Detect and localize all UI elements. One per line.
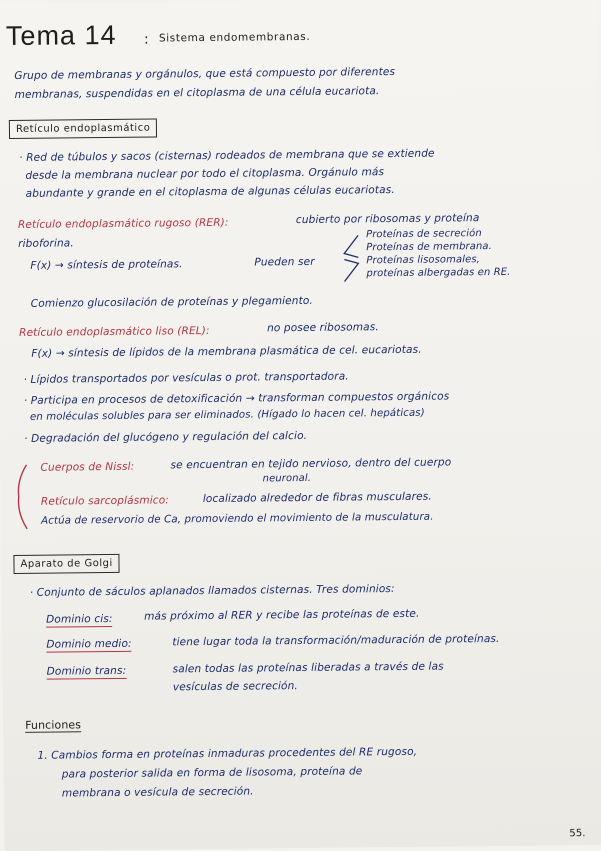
rer-text-2: riboforina. bbox=[18, 237, 74, 250]
title-separator: : bbox=[143, 31, 150, 48]
sarco-text-2: Actúa de reservorio de Ca, promoviendo el movimiento de la musculatura. bbox=[40, 510, 434, 527]
domain-trans-text-2: vesículas de secreción. bbox=[172, 680, 298, 694]
funcion-line-1: 1. Cambios forma en proteínas inmaduras procedentes del RE rugoso, bbox=[37, 745, 418, 762]
domain-medio-text: tiene lugar toda la transformación/maduración de proteínas. bbox=[172, 632, 500, 649]
rel-item-2: · Participa en procesos de detoxificación → transforman compuestos orgánicos bbox=[23, 390, 450, 407]
pueden-ser-label: Pueden ser bbox=[254, 255, 315, 269]
rel-item-3: en moléculas solubles para ser eliminados. (Hígado lo hacen cel. hepáticas) bbox=[29, 407, 425, 423]
rel-item-4: · Degradación del glucógeno y regulación del calcio. bbox=[24, 429, 308, 445]
re-desc-line-1: · Red de túbulos y sacos (cisternas) rodeados de membrana que se extiende bbox=[19, 147, 435, 164]
nissl-label: Cuerpos de Nissl: bbox=[40, 460, 135, 474]
intro-line-1: Grupo de membranas y orgánulos, que está compuesto por diferentes bbox=[14, 65, 396, 82]
domain-trans-label: Dominio trans: bbox=[46, 664, 127, 678]
re-desc-line-3: abundante y grande en el citoplasma de algunas células eucariotas. bbox=[25, 183, 395, 200]
page-number: 55. bbox=[569, 828, 586, 840]
rer-function: F(x) → síntesis de proteínas. bbox=[30, 258, 183, 272]
rel-function: F(x) → síntesis de lípidos de la membrana plasmática de cel. eucariotas. bbox=[31, 343, 422, 360]
protein-type-3: Proteínas lisosomales, bbox=[366, 254, 480, 267]
domain-trans-text: salen todas las proteínas liberadas a través de las bbox=[172, 660, 444, 676]
domain-medio-label: Dominio medio: bbox=[46, 637, 132, 651]
glycosylation-line: Comienzo glucosilación de proteínas y plegamiento. bbox=[30, 294, 313, 310]
section-heading-golgi: Aparato de Golgi bbox=[13, 554, 119, 574]
rer-label: Retículo endoplasmático rugoso (RER): bbox=[17, 216, 229, 231]
nissl-text-2: neuronal. bbox=[262, 472, 312, 485]
brace-icon bbox=[336, 231, 363, 285]
funciones-heading: Funciones bbox=[25, 718, 82, 732]
re-desc-line-2: desde la membrana nuclear por todo el citoplasma. Orgánulo más bbox=[25, 166, 385, 182]
bracket-icon bbox=[10, 461, 33, 533]
rel-text: no posee ribosomas. bbox=[266, 321, 379, 335]
sarco-label: Retículo sarcoplásmico: bbox=[40, 494, 170, 508]
rel-item-1: · Lípidos transportados por vesículas o prot. transportadora. bbox=[23, 370, 349, 386]
protein-type-4: proteínas albergadas en RE. bbox=[366, 266, 511, 280]
protein-type-1: Proteínas de secreción bbox=[366, 228, 482, 241]
intro-line-2: membranas, suspendidas en el citoplasma de una célula eucariota. bbox=[14, 85, 380, 101]
funcion-line-2: para posterior salida en forma de lisosoma, proteína de bbox=[61, 765, 363, 781]
funcion-line-3: membrana o vesícula de secreción. bbox=[61, 785, 254, 800]
page-title: Tema 14 bbox=[5, 19, 117, 52]
section-heading-reticulo: Retículo endoplasmático bbox=[9, 118, 158, 139]
domain-cis-text: más próximo al RER y recibe las proteínas de este. bbox=[143, 607, 420, 623]
protein-type-2: Proteínas de membrana. bbox=[366, 240, 492, 254]
golgi-desc: · Conjunto de sáculos aplanados llamados cisternas. Tres dominios: bbox=[29, 583, 395, 599]
sarco-text: localizado alrededor de fibras musculares. bbox=[202, 490, 432, 506]
page-subtitle: Sistema endomembranas. bbox=[158, 30, 311, 45]
domain-cis-label: Dominio cis: bbox=[46, 612, 113, 626]
nissl-text: se encuentran en tejido nervioso, dentro del cuerpo bbox=[170, 456, 452, 472]
rer-text: cubierto por ribosomas y proteína bbox=[295, 212, 480, 227]
rel-label: Retículo endoplasmático liso (REL): bbox=[19, 324, 210, 339]
